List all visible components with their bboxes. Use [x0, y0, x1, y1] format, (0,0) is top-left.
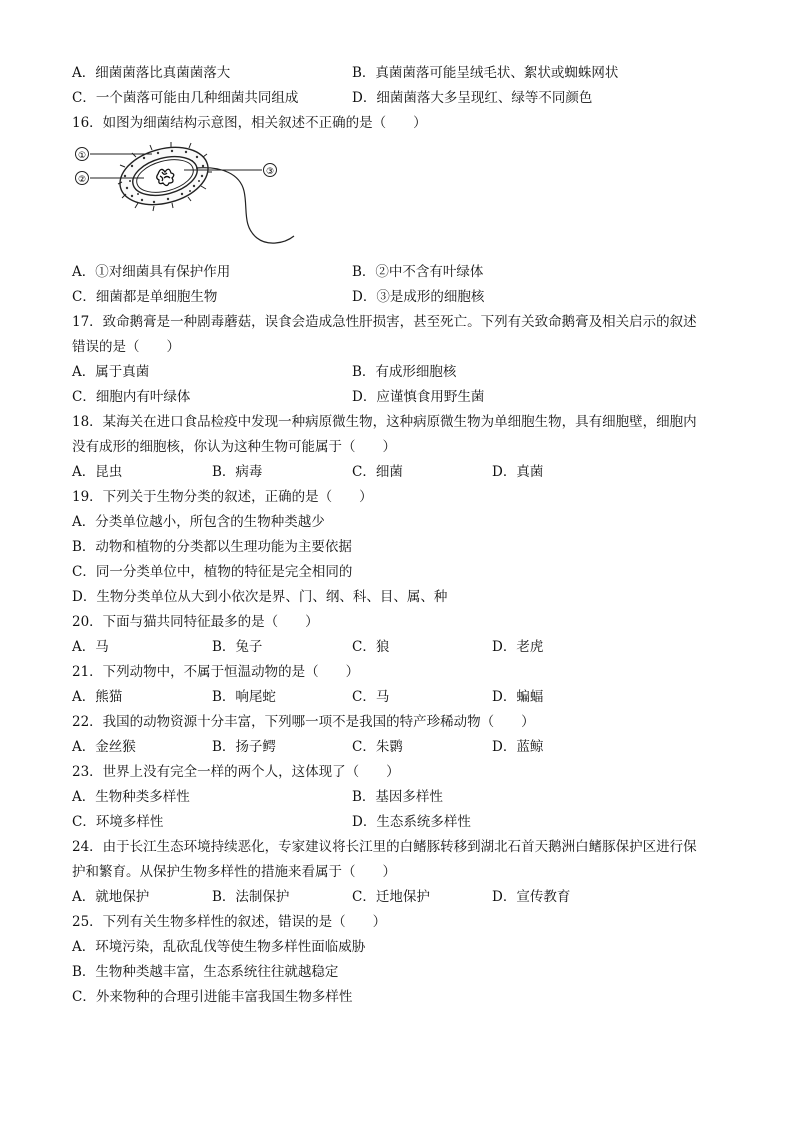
q15-option-b: B．真菌菌落可能呈绒毛状、絮状或蜘蛛网状 [352, 65, 619, 81]
q25-option-c: C．外来物种的合理引进能丰富我国生物多样性 [72, 989, 353, 1005]
q21-options-row [72, 685, 732, 710]
label-3: ③ [265, 167, 275, 177]
q22-option-a: A．金丝猴 [72, 739, 136, 755]
q21-option-a: A．熊猫 [72, 689, 123, 705]
q21-stem: 21．下列动物中，不属于恒温动物的是（ ） [72, 664, 360, 680]
q23-stem: 23．世界上没有完全一样的两个人，这体现了（ ） [72, 764, 400, 780]
bacteria-structure-figure [72, 136, 732, 260]
q23-options-row-1 [72, 785, 732, 810]
q16-stem: 16．如图为细菌结构示意图，相关叙述不正确的是（ ） [72, 115, 427, 131]
q18-stem-line-1: 18．某海关在进口食品检疫中发现一种病原微生物，这种病原微生物为单细胞生物，具有细胞壁，细胞内 [72, 414, 697, 430]
q24-option-d: D．宣传教育 [492, 889, 571, 905]
q17-options-row-1 [72, 360, 732, 385]
q18-options-row [72, 460, 732, 485]
q23-option-c: C．环境多样性 [72, 814, 164, 830]
q18-option-d: D．真菌 [492, 464, 544, 480]
q15-option-a: A．细菌菌落比真菌菌落大 [72, 65, 231, 81]
q17-option-a: A．属于真菌 [72, 364, 150, 380]
q21-option-d: D．蝙蝠 [492, 689, 544, 705]
q25-stem: 25．下列有关生物多样性的叙述，错误的是（ ） [72, 914, 387, 930]
q20-option-d: D．老虎 [492, 639, 544, 655]
q22-options-row [72, 735, 732, 760]
q17-option-d: D．应谨慎食用野生菌 [352, 389, 485, 405]
q24-option-b: B．法制保护 [212, 889, 290, 905]
q15-options-row-1 [72, 61, 732, 86]
q21-option-b: B．响尾蛇 [212, 689, 276, 705]
q23-option-b: B．基因多样性 [352, 789, 443, 805]
label-1: ① [77, 151, 87, 161]
q17-option-c: C．细胞内有叶绿体 [72, 389, 191, 405]
q25-option-b: B．生物种类越丰富，生态系统往往就越稳定 [72, 964, 339, 980]
q16-option-d: D．③是成形的细胞核 [352, 289, 485, 305]
q16-option-c: C．细菌都是单细胞生物 [72, 289, 218, 305]
label-2: ② [77, 175, 87, 185]
q18-option-b: B．病毒 [212, 464, 263, 480]
q19-option-a: A．分类单位越小，所包含的生物种类越少 [72, 514, 325, 530]
q19-option-c: C．同一分类单位中，植物的特征是完全相同的 [72, 564, 353, 580]
q22-option-c: C．朱鹮 [352, 739, 403, 755]
q23-options-row-2 [72, 810, 732, 835]
q23-option-d: D．生态系统多样性 [352, 814, 471, 830]
q15-option-c: C．一个菌落可能由几种细菌共同组成 [72, 90, 299, 106]
q16-option-b: B．②中不含有叶绿体 [352, 264, 484, 280]
q15-options-row-2 [72, 86, 732, 111]
q19-option-d: D．生物分类单位从大到小依次是界、门、纲、科、目、属、种 [72, 589, 448, 605]
q23-option-a: A．生物种类多样性 [72, 789, 190, 805]
flagellum [196, 168, 294, 243]
q17-options-row-2 [72, 385, 732, 410]
q24-stem-line-1: 24．由于长江生态环境持续恶化，专家建议将长江里的白鳍豚转移到湖北石首天鹅洲白鳍豚保护区进行保 [72, 839, 697, 855]
q15-option-d: D．细菌菌落大多呈现红、绿等不同颜色 [352, 90, 593, 106]
q18-stem-line-2: 没有成形的细胞核，你认为这种生物可能属于（ ） [72, 439, 396, 455]
q24-option-a: A．就地保护 [72, 889, 150, 905]
q16-option-a: A．①对细菌具有保护作用 [72, 264, 231, 280]
q20-options-row [72, 635, 732, 660]
q18-option-a: A．昆虫 [72, 464, 123, 480]
q19-option-b: B．动物和植物的分类都以生理功能为主要依据 [72, 539, 352, 555]
q19-stem: 19．下列关于生物分类的叙述，正确的是（ ） [72, 489, 373, 505]
q22-stem: 22．我国的动物资源十分丰富，下列哪一项不是我国的特产珍稀动物（ ） [72, 714, 535, 730]
q16-options-row-2 [72, 285, 732, 310]
q25-option-a: A．环境污染，乱砍乱伐等使生物多样性面临威胁 [72, 939, 366, 955]
q24-option-c: C．迁地保护 [352, 889, 430, 905]
q17-option-b: B．有成形细胞核 [352, 364, 457, 380]
q20-stem: 20．下面与猫共同特征最多的是（ ） [72, 614, 319, 630]
q24-stem-line-2: 护和繁育。从保护生物多样性的措施来看属于（ ） [72, 864, 396, 880]
q24-options-row [72, 885, 732, 910]
bacteria-diagram [72, 136, 312, 260]
q17-stem-line-1: 17．致命鹅膏是一种剧毒蘑菇，误食会造成急性肝损害，甚至死亡。下列有关致命鹅膏及相关启示的叙述 [72, 314, 697, 330]
q20-option-b: B．兔子 [212, 639, 263, 655]
q20-option-c: C．狼 [352, 639, 390, 655]
q16-options-row-1 [72, 260, 732, 285]
exam-page [72, 61, 732, 1010]
q22-option-b: B．扬子鳄 [212, 739, 276, 755]
q18-option-c: C．细菌 [352, 464, 403, 480]
q21-option-c: C．马 [352, 689, 390, 705]
q17-stem-line-2: 错误的是（ ） [72, 339, 180, 355]
q20-option-a: A．马 [72, 639, 109, 655]
q22-option-d: D．蓝鲸 [492, 739, 544, 755]
